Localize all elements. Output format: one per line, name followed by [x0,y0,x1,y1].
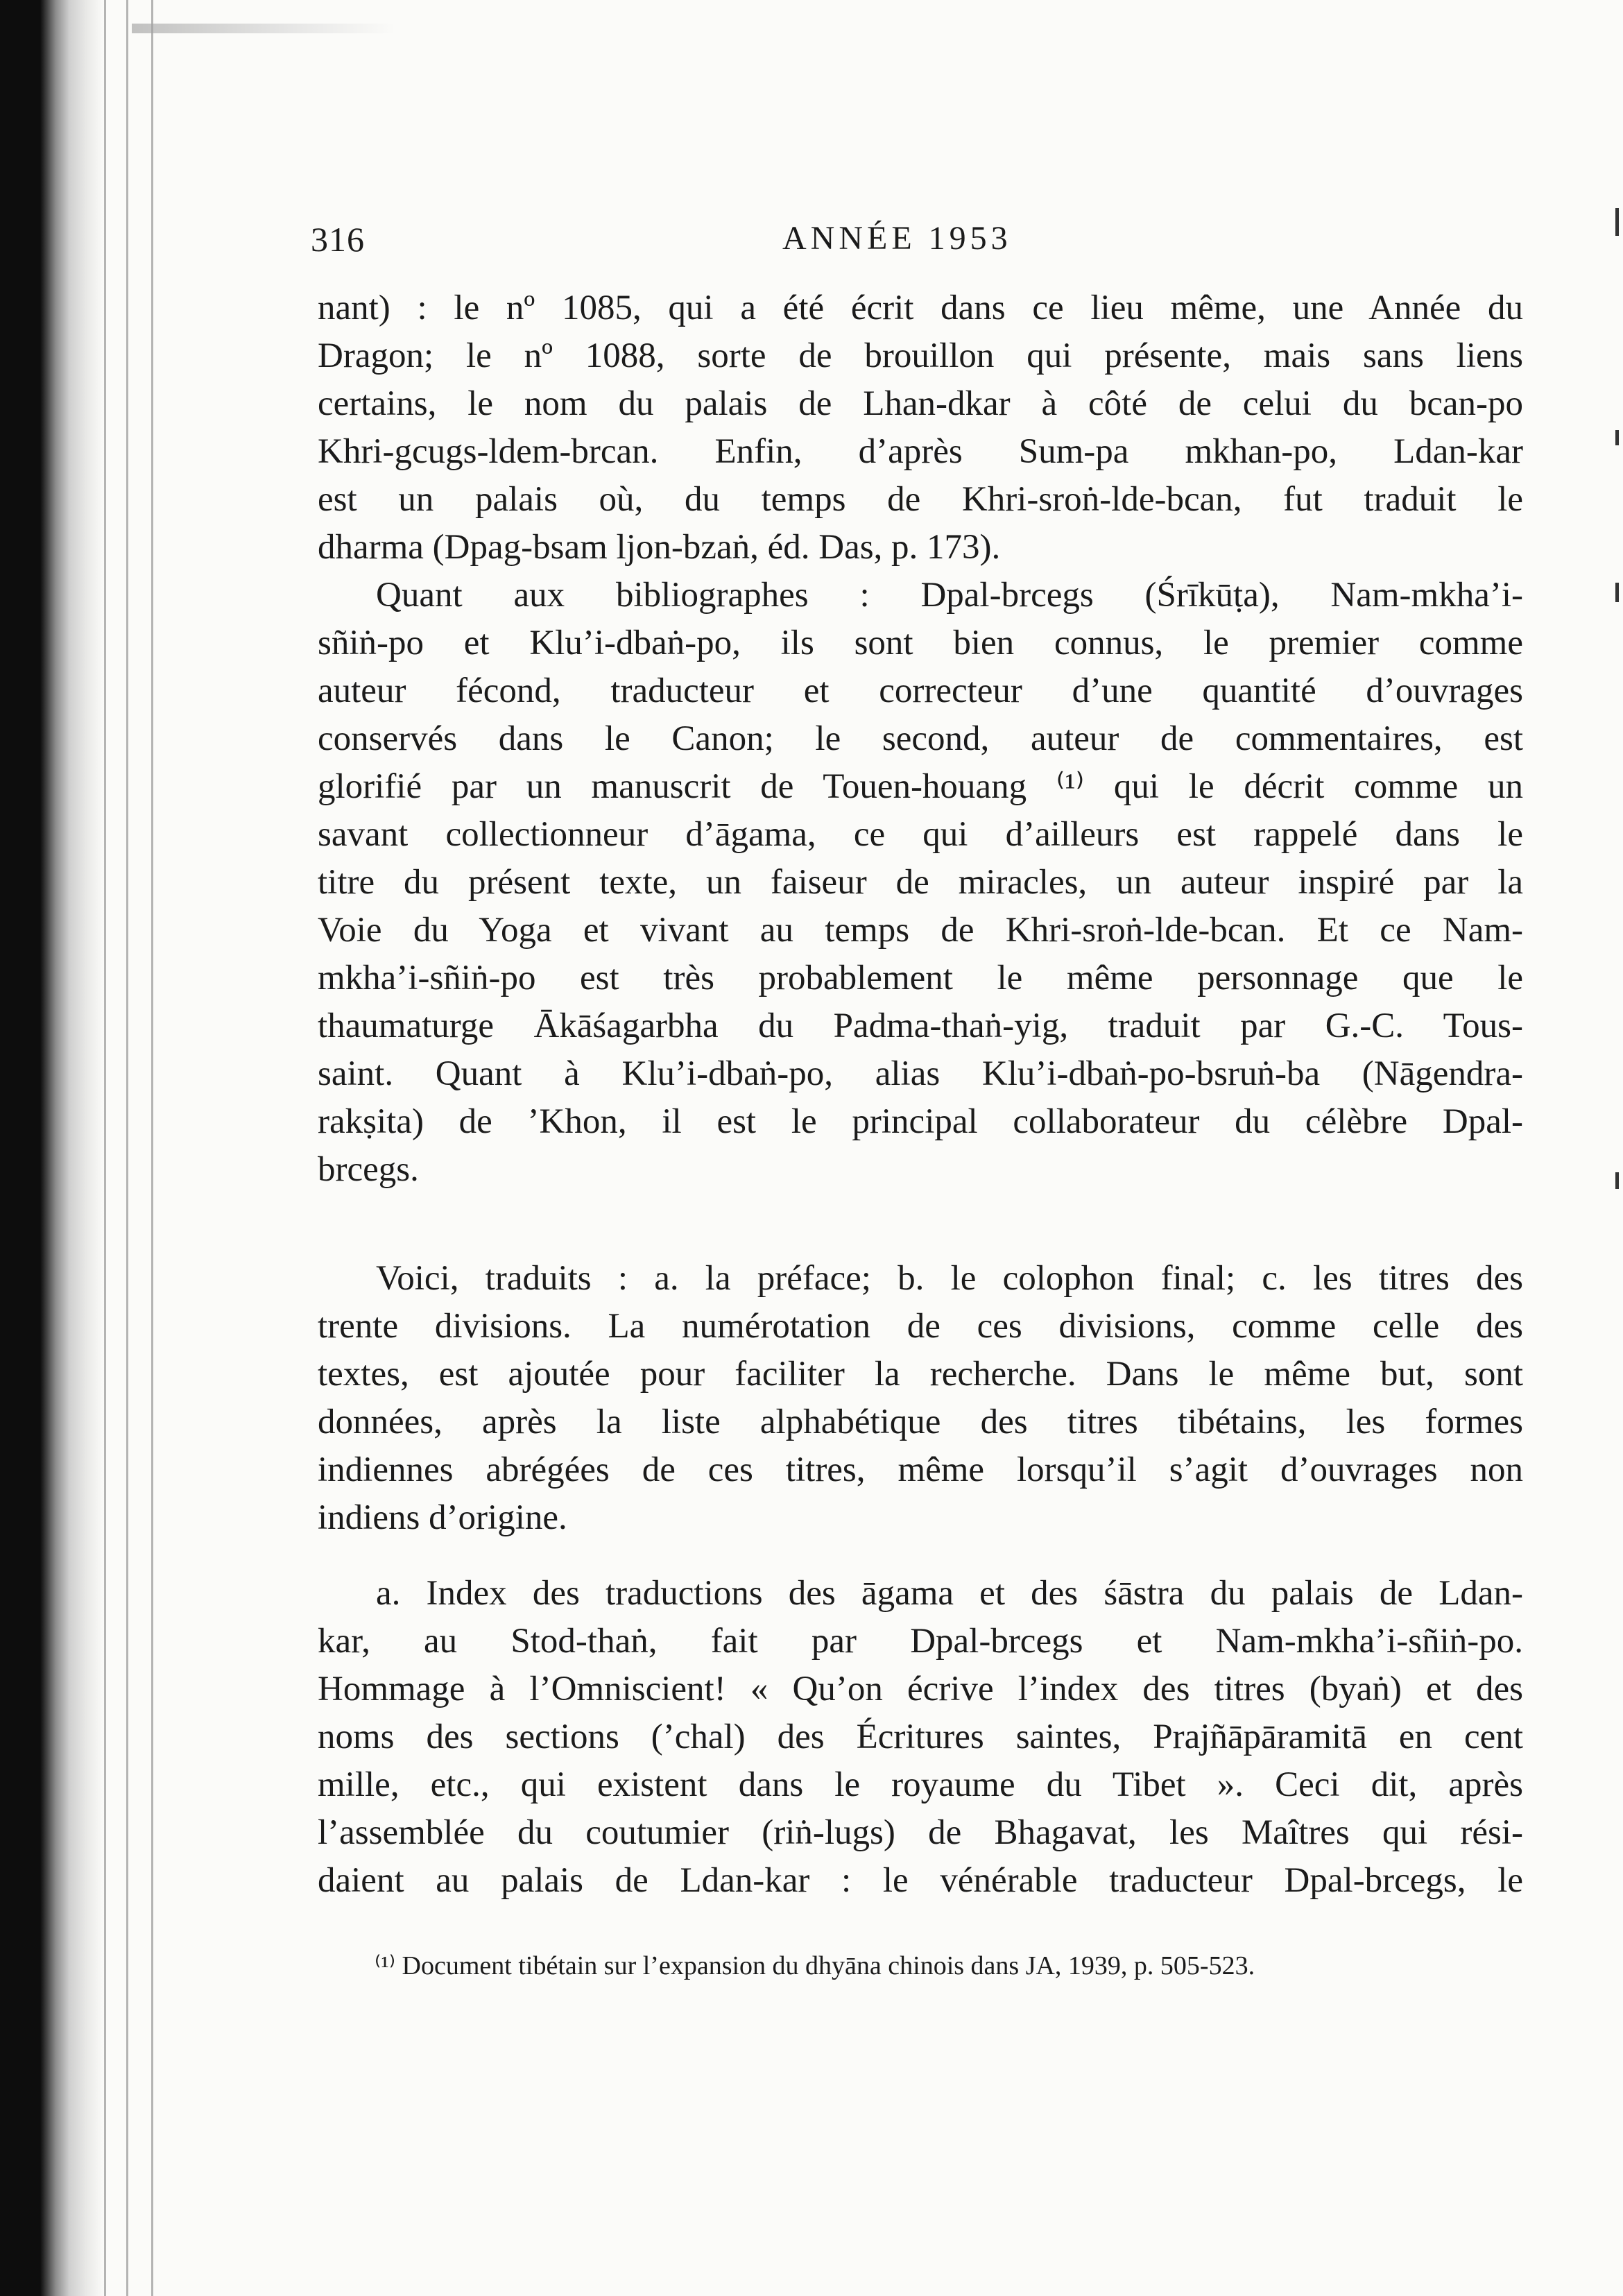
scan-gutter-shadow [0,0,104,2296]
text-line: mille, etc., qui existent dans le royaume du Tibet ». Ceci dit, après [318,1765,1523,1804]
scan-edge-mark [1615,1172,1619,1189]
text-line: auteur fécond, traducteur et correcteur d’une quantité d’ouvrages [318,671,1523,710]
text-line: est un palais où, du temps de Khri-sroṅ-lde-bcan, fut traduit le [318,480,1523,519]
text-line: thaumaturge Ākāśagarbha du Padma-thaṅ-yig, traduit par G.-C. Tous- [318,1006,1523,1045]
paragraph-2 [318,572,1523,1194]
text-line: conservés dans le Canon; le second, auteur de commentaires, est [318,719,1523,758]
paragraph-1 [318,284,1523,572]
text-line: indiens d’origine. [318,1498,567,1537]
scan-smudge [132,24,395,33]
paragraph-spacer [318,1542,1523,1570]
text-line: certains, le nom du palais de Lhan-dkar à côté de celui du bcan-po [318,384,1523,423]
text-line: Quant aux bibliographes : Dpal-brcegs (Śrīkūṭa), Nam-mkha’i- [376,576,1523,615]
scan-gutter-line [104,0,106,2296]
text-line: kar, au Stod-thaṅ, fait par Dpal-brcegs et Nam-mkha’i-sñiṅ-po. [318,1622,1523,1661]
text-line: Voici, traduits : a. la préface; b. le colophon final; c. les titres des [376,1259,1523,1298]
scan-edge-mark [1615,583,1619,602]
paragraph-3 [318,1255,1523,1542]
scan-gutter-line [126,0,128,2296]
text-line: dharma (Dpag-bsam ljon-bzaṅ, éd. Das, p. 173). [318,528,1001,567]
text-line: trente divisions. La numérotation de ces divisions, comme celle des [318,1307,1523,1346]
text-line: noms des sections (’chal) des Écritures saintes, Prajñāpāramitā en cent [318,1717,1523,1756]
body-text [318,284,1523,1985]
scan-edge-mark [1615,208,1619,236]
text-line: saint. Quant à Klu’i-dbaṅ-po, alias Klu’i-dbaṅ-po-bsruṅ-ba (Nāgendra- [318,1054,1523,1093]
text-line: nant) : le nº 1085, qui a été écrit dans ce lieu même, une Année du [318,289,1523,327]
page-number: 316 [311,220,365,259]
running-head: ANNÉE 1953 [782,220,1012,257]
text-line: glorifié par un manuscrit de Touen-houang ⁽¹⁾ qui le décrit comme un [318,767,1523,806]
text-line: indiennes abrégées de ces titres, même lorsqu’il s’agit d’ouvrages non [318,1450,1523,1489]
footnote: ⁽¹⁾ Document tibétain sur l’expansion du dhyāna chinois dans JA, 1939, p. 505-523. [375,1951,1255,1980]
text-line: l’assemblée du coutumier (riṅ-lugs) de Bhagavat, les Maîtres qui rési- [318,1813,1523,1852]
scan-edge-mark [1615,430,1619,445]
text-line: Hommage à l’Omniscient! « Qu’on écrive l’index des titres (byaṅ) et des [318,1670,1523,1708]
text-line: Khri-gcugs-ldem-brcan. Enfin, d’après Sum-pa mkhan-po, Ldan-kar [318,432,1523,471]
text-line: Dragon; le nº 1088, sorte de brouillon qui présente, mais sans liens [318,336,1523,375]
text-line: daient au palais de Ldan-kar : le vénérable traducteur Dpal-brcegs, le [318,1861,1523,1900]
text-line: mkha’i-sñiṅ-po est très probablement le même personnage que le [318,959,1523,997]
text-line: brcegs. [318,1150,419,1189]
paragraph-4 [318,1570,1523,1905]
text-line: données, après la liste alphabétique des titres tibétains, les formes [318,1403,1523,1441]
paragraph-spacer [318,1194,1523,1255]
text-line: a. Index des traductions des āgama et des śāstra du palais de Ldan- [376,1574,1523,1613]
text-line: Voie du Yoga et vivant au temps de Khri-sroṅ-lde-bcan. Et ce Nam- [318,911,1523,950]
scan-gutter-line [151,0,153,2296]
text-line: savant collectionneur d’āgama, ce qui d’ailleurs est rappelé dans le [318,815,1523,854]
page-header [311,219,1526,275]
footnote-spacer [318,1905,1523,1946]
text-line: titre du présent texte, un faiseur de miracles, un auteur inspiré par la [318,863,1523,902]
text-line: rakṣita) de ’Khon, il est le principal collaborateur du célèbre Dpal- [318,1102,1523,1141]
text-line: textes, est ajoutée pour faciliter la recherche. Dans le même but, sont [318,1355,1523,1394]
text-line: sñiṅ-po et Klu’i-dbaṅ-po, ils sont bien connus, le premier comme [318,624,1523,662]
